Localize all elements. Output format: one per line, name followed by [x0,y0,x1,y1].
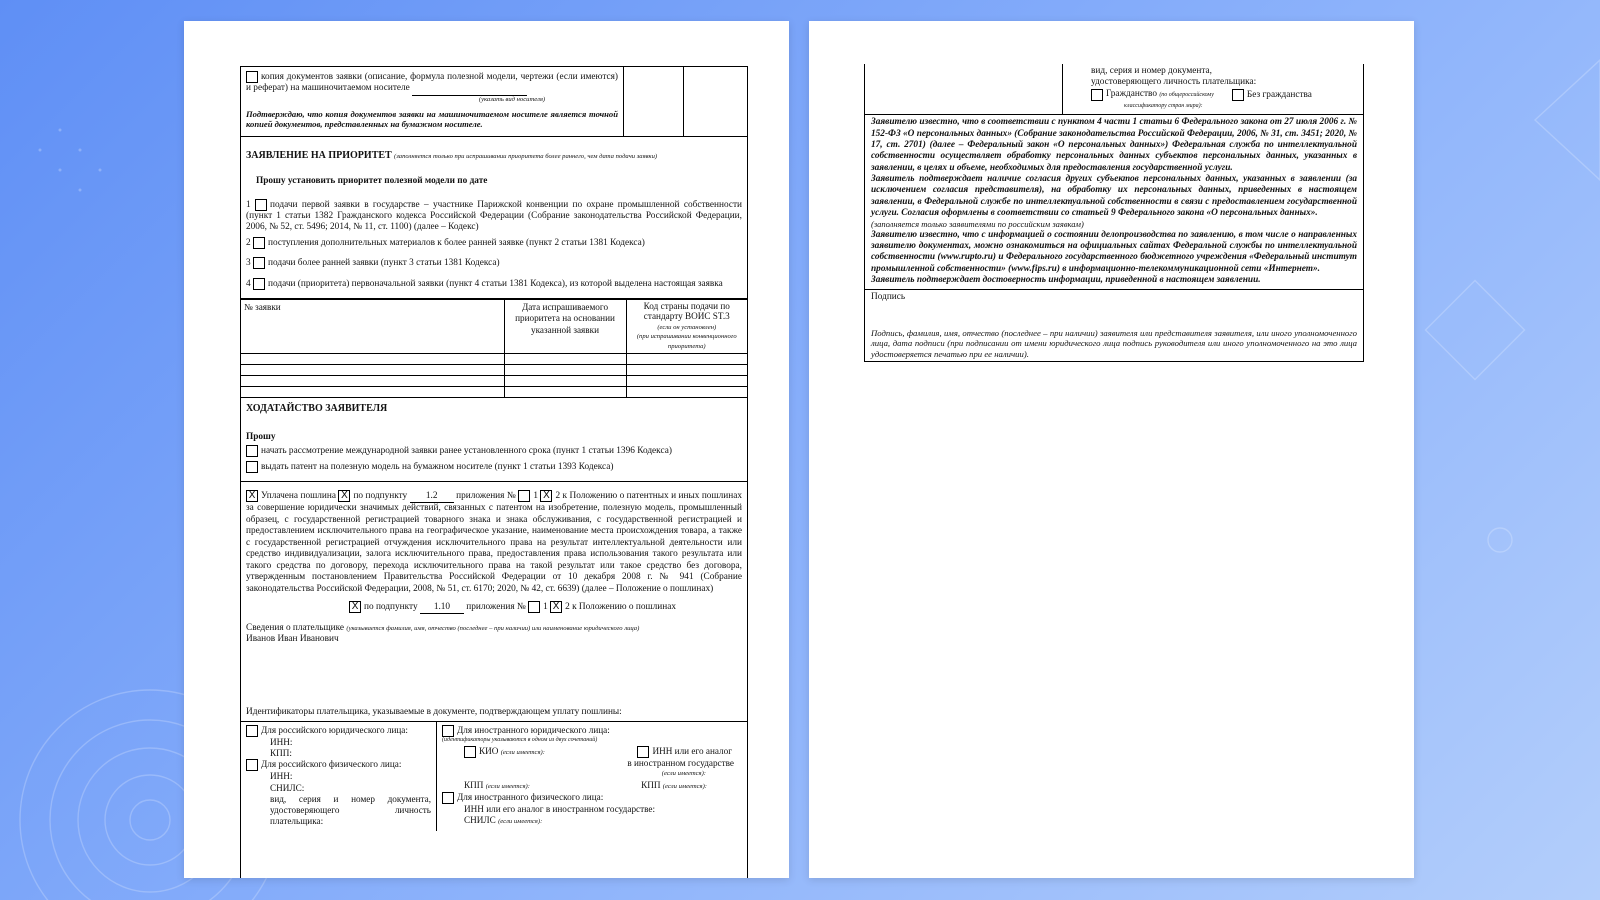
payer-hint: (указывается фамилия, имя, отчество (последнее – при наличии) или наименование юридического лица) [346,624,640,632]
payer-name[interactable]: Иванов Иван Иванович [246,634,339,645]
petition-ask: Прошу [246,432,276,443]
inn-analog-checkbox[interactable] [637,746,649,758]
copy-section [241,66,747,137]
citizenship-checkbox[interactable] [1091,89,1103,101]
fee-subpoint-checkbox[interactable]: X [338,490,350,502]
signature-section [865,290,1363,361]
petition-item-1: начать рассмотрение международной заявки ранее установленного срока (пункт 1 статьи 1396 Кодекса) [246,445,742,457]
petition-item-2: выдать патент на полезную модель на бумажном носителе (пункт 1 статьи 1393 Кодекса) [246,461,742,473]
application-form-page-2 [864,64,1364,362]
priority-option-3-text: подачи более ранней заявки (пункт 3 статьи 1381 Кодекса) [267,258,500,269]
signature-field[interactable] [871,304,1357,328]
fee-second-subpoint: X по подпункту 1.10 приложения № 1 X 2 к Положению о пошлинах [349,601,742,614]
personal-data-consent: Заявителю известно, что в соответствии с пунктом 4 части 1 статьи 6 Федерального закона от 27 июля 2006 г. № 152-ФЗ «О персональных данных» (Собрание законодательства Российской Федерации, 2006, № 31, ст. 3451; 2020, № 17, ст. 2701) (далее – Федеральный закон «О персональных данных») Федеральная служба по интеллектуальной собственности осуществляет обработку персональных данных субъектов персональных данных, указанных в заявлении, в целях и объеме, необходимых для предоставления государственной услуги. Заявитель подтверждает наличие согласия других субъектов персональных данных, указанных в заявлении (за исключением согласия представителя), на обработку их персональных данных, приведенных в настоящем заявлении, в Федеральной службе по интеллектуальной собственности в связи с предоставлением государственной услуги. Согласия оформлены в соответствии со статьей 9 Федерального закона «О персональных данных». (заполняется только заявителями по российским заявкам) Заявителю известно, что с информацией о состоянии делопроизводства по заявлению, в том числе о направленных заявителю документах, можно ознакомиться на официальных сайтах Федеральной службы по интеллектуальной собственности (www.rupto.ru) и Федерального государственного бюджетного учреждения «Федеральный институт промышленной собственности» (www.fips.ru) в информационно-телекоммуникационной сети «Интернет». Заявитель подтверждает достоверность информации, приведенной в настоящем заявлении. [865,115,1363,290]
priority-option-2: 2 поступления дополнительных материалов к более ранней заявке (пункт 2 статьи 1381 Кодекса) [246,237,645,248]
priority-table [241,299,747,398]
petition-checkbox-1[interactable] [246,445,258,457]
priority-checkbox-4[interactable] [253,278,265,290]
table-row [241,354,747,365]
petition-section [241,398,747,481]
country-code-note-2: (при испрашивании конвенционного приоритета) [636,333,737,351]
fee-subpoint-2-checkbox[interactable]: X [349,601,361,613]
appendix-1-checkbox[interactable] [518,490,530,502]
document-page-2 [809,21,1414,878]
col-priority-date: Дата испрашиваемого приоритета на основании указанной заявки [504,300,626,354]
copy-extra-cell-1 [624,67,684,136]
priority-checkbox-3[interactable] [253,257,265,269]
fee-subpoint-2[interactable]: 1.10 [420,602,464,614]
fee-subpoint-1[interactable]: 1.2 [410,491,454,504]
signature-note: Подпись, фамилия, имя, отчество (последнее – при наличии) заявителя или представителя заявителя, или иного уполномоченного лица, дата подписи (при подписании от имени юридического лица подпись руководителя или иного уполномоченного на это лица удостоверяется печатью при ее наличии). [871,327,1357,359]
ru-legal-checkbox[interactable] [246,725,258,737]
priority-request: Прошу установить приоритет полезной модели по дате [256,176,488,187]
stateless-checkbox[interactable] [1232,89,1244,101]
foreign-payer-ids: Для иностранного юридического лица: (идентификаторы указываются в одном из двух сочетаний) КИО (если имеется): ИНН или его аналог в иностранном государстве (если имеется): КПП (если имеется): КПП (если имеется): Для иностранного физического лица: ИНН или его аналог в иностранном государстве: СНИЛС (если имеется): [442,725,734,826]
priority-section [241,137,747,299]
petition-checkbox-2[interactable] [246,461,258,473]
priority-title: ЗАЯВЛЕНИЕ НА ПРИОРИТЕТ [246,150,392,161]
payer-info: Сведения о плательщике (указывается фамилия, имя, отчество (последнее – при наличии) или наименование юридического лица) [246,622,640,633]
application-form-page-1 [240,66,748,878]
appendix-1b-checkbox[interactable] [528,601,540,613]
foreign-person-checkbox[interactable] [442,792,454,804]
copy-media-checkbox[interactable] [246,71,258,83]
copy-confirmation-text: Подтверждаю, что копия документов заявки на машиночитаемом носителе является точной копией документов, представленных на бумажном носителе. [246,108,618,130]
payer-ids-title: Идентификаторы плательщика, указываемые в документе, подтверждающем уплату пошлины: [241,707,747,722]
table-row [241,387,747,398]
payer-document-section: вид, серия и номер документа, удостоверяющего личность плательщика: Гражданство (по общероссийскому классификатору стран мира): Без гражданства [865,64,1363,115]
petition-title: ХОДАТАЙСТВО ЗАЯВИТЕЛЯ [246,403,388,415]
priority-checkbox-2[interactable] [253,237,265,249]
priority-option-4: 4 подачи (приоритета) первоначальной заявки (пункт 4 статьи 1381 Кодекса), из которой выделена настоящая заявка [246,278,723,289]
priority-option-4-text: подачи (приоритета) первоначальной заявки (пункт 4 статьи 1381 Кодекса), из которой выделена настоящая заявка [267,278,723,289]
appendix-2b-checkbox[interactable]: X [550,601,562,613]
priority-note: (заполняется только при испрашивании приоритета более раннего, чем дата подачи заявки) [394,153,658,160]
kio-checkbox[interactable] [464,746,476,758]
fee-section: X Уплачена пошлина X по подпункту 1.2 приложения № 1 X 2 к Положению о патентных и иных пошлинах за совершение юридически значимых действий, связанных с патентом на изобретение, полезную модель, промышленный образец, с государственной регистрацией товарного знака и знака обслуживания, с государственной регистрацией и предоставлением исключительного права на географическое указание, наименование места происхождения товара, а также с государственной регистрацией отчуждения исключительного права на результат интеллектуальной деятельности или средство индивидуализации, залога исключительного права, предоставления права использования такого результата или такого средства по договору, перехода исключительного права на такой результат или такое средство без договора, утвержденным постановлением Правительства Российской Федерации от 10 декабря 2008 г. № 941 (Собрание законодательства Российской Федерации, 2008, № 51, ст. 6170; 2020, № 42, ст. 6639) (далее – Положение о пошлинах) X по подпункту 1.10 приложения № 1 X 2 к Положению о пошлинах Сведения о плательщике (указывается фамилия, имя, отчество (последнее – при наличии) или наименование юридического лица) Иванов Иван Иванович [246,489,742,645]
payer-ids-section [241,707,747,831]
media-type-field[interactable] [412,83,527,95]
foreign-legal-checkbox[interactable] [442,725,454,737]
document-page-1 [184,21,789,878]
appendix-2-checkbox[interactable]: X [540,490,552,502]
table-row [241,365,747,376]
media-type-hint: (указать вид носителя) [478,95,546,103]
copy-extra-cell-2 [684,67,747,136]
copy-media-label: копия документов заявки (описание, формула полезной модели, чертежи (если имеются) и реферат) на машиночитаемом носителе [246,72,618,94]
country-code-note-1: (если он установлен) [657,323,717,331]
priority-option-3: 3 подачи более ранней заявки (пункт 3 статьи 1381 Кодекса) [246,258,500,269]
russian-payer-ids: Для российского юридического лица: ИНН: КПП: Для российского физического лица: ИНН: СНИЛС: вид, серия и номер документа, удостоверяющего личность плательщика: [241,722,437,831]
ru-person-checkbox[interactable] [246,759,258,771]
fee-regulation-text: иных пошлинах за совершение юридически значимых действий, связанных с патентом на изобретение, полезную модель, промышленный образец, с государственной регистрацией товарного знака и знака обслуживания, с государственной регистрацией и предоставлением исключительного права на географическое указание, наименование места происхождения товара, а также с государственной регистрацией отчуждения исключительного права на результат интеллектуальной деятельности или средство индивидуализации, залога исключительного права, предоставления права использования такого результата или такого средства по договору, перехода исключительного права на такой результат или такое средство без договора, утвержденным постановлением Правительства Российской Федерации от 10 декабря 2008 г. № 941 (Собрание законодательства Российской Федерации, 2008, № 51, ст. 6170; 2020, № 42, ст. 6639) (далее – Положение о пошлинах) [246,490,742,594]
priority-option-1: 1 подачи первой заявки в государстве – участнике Парижской конвенции по охране промышленной собственности (пункт 1 статьи 1382 Гражданского кодекса Российской Федерации (Собрание законодательства Российской Федерации, 2006, № 52, ст. 5496; 2014, № 11, ст. 1100) (далее – Кодекс) [246,199,743,233]
priority-checkbox-1[interactable] [255,199,267,211]
priority-option-2-text: поступления дополнительных материалов к более ранней заявке (пункт 2 статьи 1381 Кодекса) [267,237,645,248]
table-row [241,376,747,387]
col-country-code: Код страны подачи по стандарту ВОИС ST.3 (если он установлен) (при испрашивании конвенционного приоритета) [626,300,747,354]
col-application-number: № заявки [241,300,504,354]
priority-option-1-text: подачи первой заявки в государстве – участнике Парижской конвенции по охране промышленной собственности (пункт 1 статьи 1382 Гражданского кодекса Российской Федерации (Собрание законодательства Российской Федерации, 2006, № 52, ст. 5496; 2014, № 11, ст. 1100) (далее – Кодекс) [246,199,743,233]
fee-paid-checkbox[interactable]: X [246,490,258,502]
signature-label: Подпись [871,292,906,303]
